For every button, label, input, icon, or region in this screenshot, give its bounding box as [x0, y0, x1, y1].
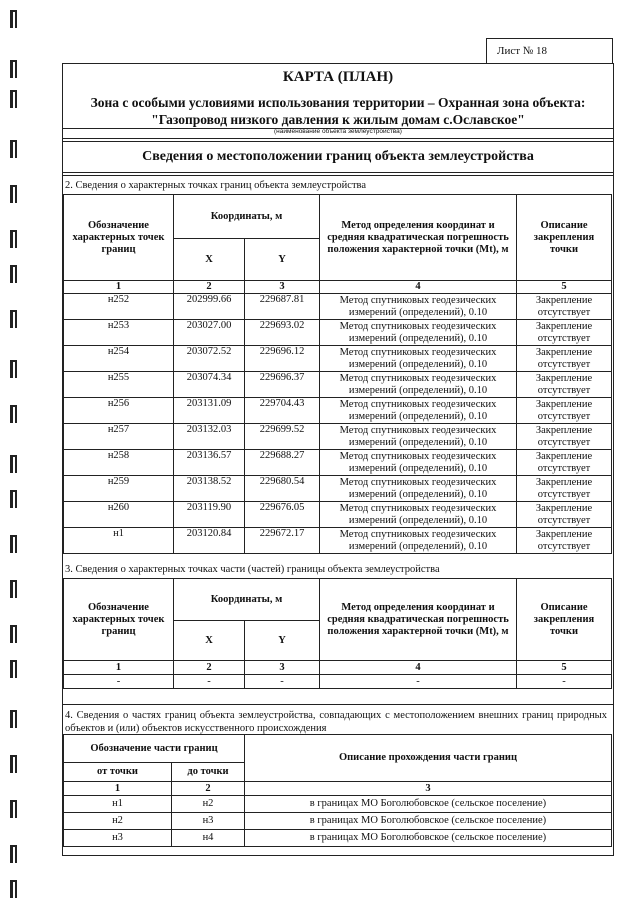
cell-point: н259 [64, 476, 174, 502]
cell-y: 229699.52 [245, 424, 320, 450]
cell-desc: Закрепление отсутствует [517, 450, 612, 476]
table-row [64, 528, 612, 554]
header-method: Метод определения координат и средняя квадратическая погрешность положения характерной точки (Mt), м [320, 579, 517, 661]
cell-method: Метод спутниковых геодезических измерений (определений), 0.10 [320, 476, 517, 502]
header-y: Y [245, 239, 320, 281]
cell-from: н2 [64, 813, 172, 830]
cell-x: 203136.57 [174, 450, 245, 476]
col-number: 5 [517, 661, 612, 675]
cell-x: 203120.84 [174, 528, 245, 554]
object-caption: (наименование объекта землеустройства) [274, 128, 402, 135]
col-number: 3 [245, 782, 612, 796]
cell-x: 202999.66 [174, 294, 245, 320]
cell-y: 229672.17 [245, 528, 320, 554]
header-designation: Обозначение характерных точек границ [64, 579, 174, 661]
cell-x: 203072.52 [174, 346, 245, 372]
cell-method: Метод спутниковых геодезических измерений (определений), 0.10 [320, 424, 517, 450]
cell-point: н260 [64, 502, 174, 528]
cell-x: 203138.52 [174, 476, 245, 502]
table-row [64, 450, 612, 476]
doc-subtitle-2: "Газопровод низкого давления к жилым домам с.Ославское" [151, 112, 525, 127]
cell-desc: Закрепление отсутствует [517, 528, 612, 554]
col-number: 3 [245, 281, 320, 294]
cell-desc: Закрепление отсутствует [517, 372, 612, 398]
cell-method: Метод спутниковых геодезических измерений (определений), 0.10 [320, 320, 517, 346]
table-row [64, 320, 612, 346]
cell-x: 203027.00 [174, 320, 245, 346]
cell-method: Метод спутниковых геодезических измерений (определений), 0.10 [320, 372, 517, 398]
sheet-number: Лист № 18 [486, 38, 613, 63]
cell-point: н256 [64, 398, 174, 424]
cell-method: Метод спутниковых геодезических измерений (определений), 0.10 [320, 398, 517, 424]
table-row [64, 372, 612, 398]
cell-desc: Закрепление отсутствует [517, 476, 612, 502]
cell-desc: Закрепление отсутствует [517, 502, 612, 528]
cell-method: Метод спутниковых геодезических измерений (определений), 0.10 [320, 502, 517, 528]
header-coords: Координаты, м [174, 195, 320, 239]
header-method: Метод определения координат и средняя квадратическая погрешность положения характерной точки (Mt), м [320, 195, 517, 281]
cell-y: 229687.81 [245, 294, 320, 320]
cell-point: н254 [64, 346, 174, 372]
points-table [63, 194, 612, 554]
col-number: 4 [320, 661, 517, 675]
col-number: 1 [64, 661, 174, 675]
table-row [64, 502, 612, 528]
doc-subtitle-1: Зона с особыми условиями использования территории – Охранная зона объекта: [90, 95, 586, 110]
header-x: X [174, 239, 245, 281]
cell-desc: Закрепление отсутствует [517, 294, 612, 320]
col-number: 3 [245, 661, 320, 675]
cell-desc: Закрепление отсутствует [517, 346, 612, 372]
cell-desc: в границах МО Боголюбовское (сельское поселение) [245, 796, 612, 813]
cell-point: н1 [64, 528, 174, 554]
cell-y: 229693.02 [245, 320, 320, 346]
table-row [64, 675, 612, 689]
header-coords: Координаты, м [174, 579, 320, 621]
cell-to: н4 [172, 830, 245, 847]
cell-point: н253 [64, 320, 174, 346]
cell-x: 203074.34 [174, 372, 245, 398]
table-row [64, 796, 612, 813]
section-title: Сведения о местоположении границ объекта землеустройства [142, 149, 534, 164]
document-frame [62, 63, 614, 856]
cell-y: 229688.27 [245, 450, 320, 476]
table-row [64, 294, 612, 320]
cell-desc: в границах МО Боголюбовское (сельское поселение) [245, 813, 612, 830]
header-description: Описание прохождения части границ [245, 735, 612, 782]
cell: - [245, 675, 320, 689]
cell-method: Метод спутниковых геодезических измерений (определений), 0.10 [320, 450, 517, 476]
section2-label: 2. Сведения о характерных точках границ объекта землеустройства [65, 180, 367, 191]
cell-method: Метод спутниковых геодезических измерений (определений), 0.10 [320, 528, 517, 554]
col-number: 2 [174, 661, 245, 675]
cell: - [64, 675, 174, 689]
cell-y: 229696.12 [245, 346, 320, 372]
cell-desc: в границах МО Боголюбовское (сельское поселение) [245, 830, 612, 847]
header-y: Y [245, 621, 320, 661]
col-number: 1 [64, 281, 174, 294]
cell-method: Метод спутниковых геодезических измерений (определений), 0.10 [320, 294, 517, 320]
col-number: 2 [172, 782, 245, 796]
header-part: Обозначение части границ [64, 735, 245, 763]
header-from: от точки [64, 763, 172, 782]
cell-y: 229704.43 [245, 398, 320, 424]
col-number: 1 [64, 782, 172, 796]
cell-point: н257 [64, 424, 174, 450]
section4-label: 4. Сведения о частях границ объекта землеустройства, совпадающих с местоположением внешних границ природных объектов и (или) объектов искусственного происхождения [65, 710, 607, 734]
cell-desc: Закрепление отсутствует [517, 424, 612, 450]
cell-y: 229680.54 [245, 476, 320, 502]
header-description: Описание закрепления точки [517, 579, 612, 661]
cell-x: 203132.03 [174, 424, 245, 450]
section3-label: 3. Сведения о характерных точках части (частей) границы объекта землеустройства [65, 564, 440, 575]
cell-from: н3 [64, 830, 172, 847]
cell-x: 203131.09 [174, 398, 245, 424]
table-row [64, 398, 612, 424]
cell-point: н255 [64, 372, 174, 398]
table-row [64, 346, 612, 372]
table-row [64, 813, 612, 830]
cell-from: н1 [64, 796, 172, 813]
header-x: X [174, 621, 245, 661]
doc-title: КАРТА (ПЛАН) [282, 69, 394, 85]
cell: - [320, 675, 517, 689]
cell-x: 203119.90 [174, 502, 245, 528]
col-number: 5 [517, 281, 612, 294]
col-number: 4 [320, 281, 517, 294]
header-designation: Обозначение характерных точек границ [64, 195, 174, 281]
cell: - [517, 675, 612, 689]
cell-point: н252 [64, 294, 174, 320]
cell-method: Метод спутниковых геодезических измерений (определений), 0.10 [320, 346, 517, 372]
col-number: 2 [174, 281, 245, 294]
cell-desc: Закрепление отсутствует [517, 398, 612, 424]
cell-y: 229676.05 [245, 502, 320, 528]
cell: - [174, 675, 245, 689]
table-row [64, 424, 612, 450]
cell-y: 229696.37 [245, 372, 320, 398]
table-row [64, 476, 612, 502]
cell-desc: Закрепление отсутствует [517, 320, 612, 346]
header-to: до точки [172, 763, 245, 782]
boundary-parts-table [63, 734, 612, 847]
cell-point: н258 [64, 450, 174, 476]
table-row [64, 830, 612, 847]
part-points-table [63, 578, 612, 689]
header-description: Описание закрепления точки [517, 195, 612, 281]
cell-to: н3 [172, 813, 245, 830]
cell-to: н2 [172, 796, 245, 813]
